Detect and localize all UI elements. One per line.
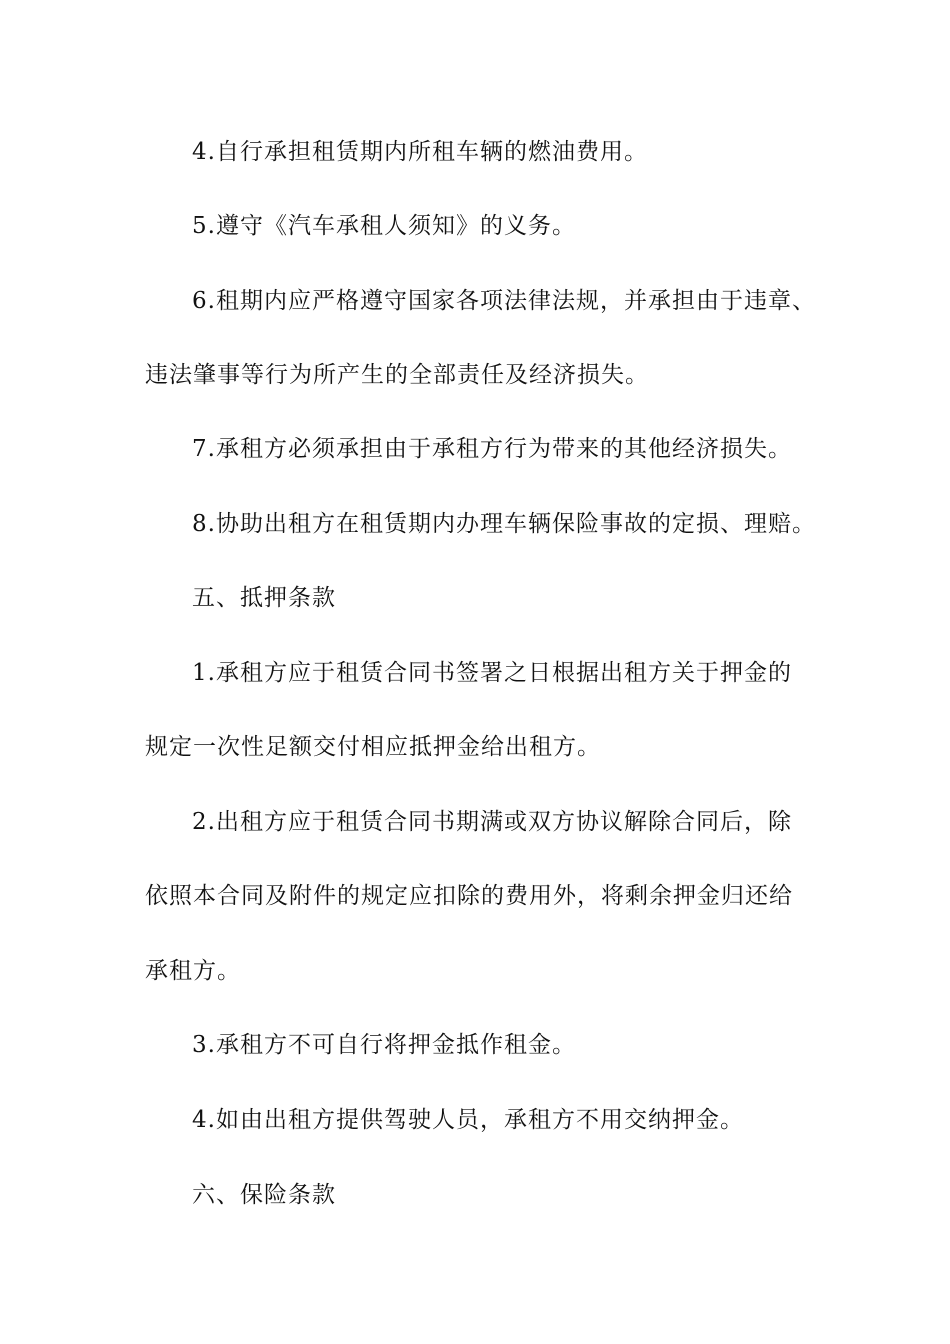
paragraph-refund-line-3: 承租方。 — [145, 958, 241, 984]
paragraph-deposit-line-1: 1.承租方应于租赁合同书签署之日根据出租方关于押金的 — [192, 660, 792, 686]
paragraph-refund-line-1: 2.出租方应于租赁合同书期满或双方协议解除合同后，除 — [192, 809, 792, 835]
paragraph-other-losses: 7.承租方必须承担由于承租方行为带来的其他经济损失。 — [192, 436, 792, 462]
section-heading-insurance: 六、保险条款 — [192, 1182, 336, 1208]
section-heading-mortgage: 五、抵押条款 — [192, 585, 336, 611]
paragraph-lessee-notice: 5.遵守《汽车承租人须知》的义务。 — [192, 213, 576, 239]
paragraph-deposit-line-2: 规定一次性足额交付相应抵押金给出租方。 — [145, 734, 601, 760]
paragraph-insurance-claims: 8.协助出租方在租赁期内办理车辆保险事故的定损、理赔。 — [192, 511, 816, 537]
paragraph-refund-line-2: 依照本合同及附件的规定应扣除的费用外，将剩余押金归还给 — [145, 883, 793, 909]
paragraph-laws-line-2: 违法肇事等行为所产生的全部责任及经济损失。 — [145, 362, 649, 388]
paragraph-driver-provided: 4.如由出租方提供驾驶人员，承租方不用交纳押金。 — [192, 1107, 744, 1133]
paragraph-fuel-cost: 4.自行承担租赁期内所租车辆的燃油费用。 — [192, 139, 648, 165]
paragraph-no-offset: 3.承租方不可自行将押金抵作租金。 — [192, 1032, 576, 1058]
paragraph-laws-line-1: 6.租期内应严格遵守国家各项法律法规，并承担由于违章、 — [192, 288, 816, 314]
